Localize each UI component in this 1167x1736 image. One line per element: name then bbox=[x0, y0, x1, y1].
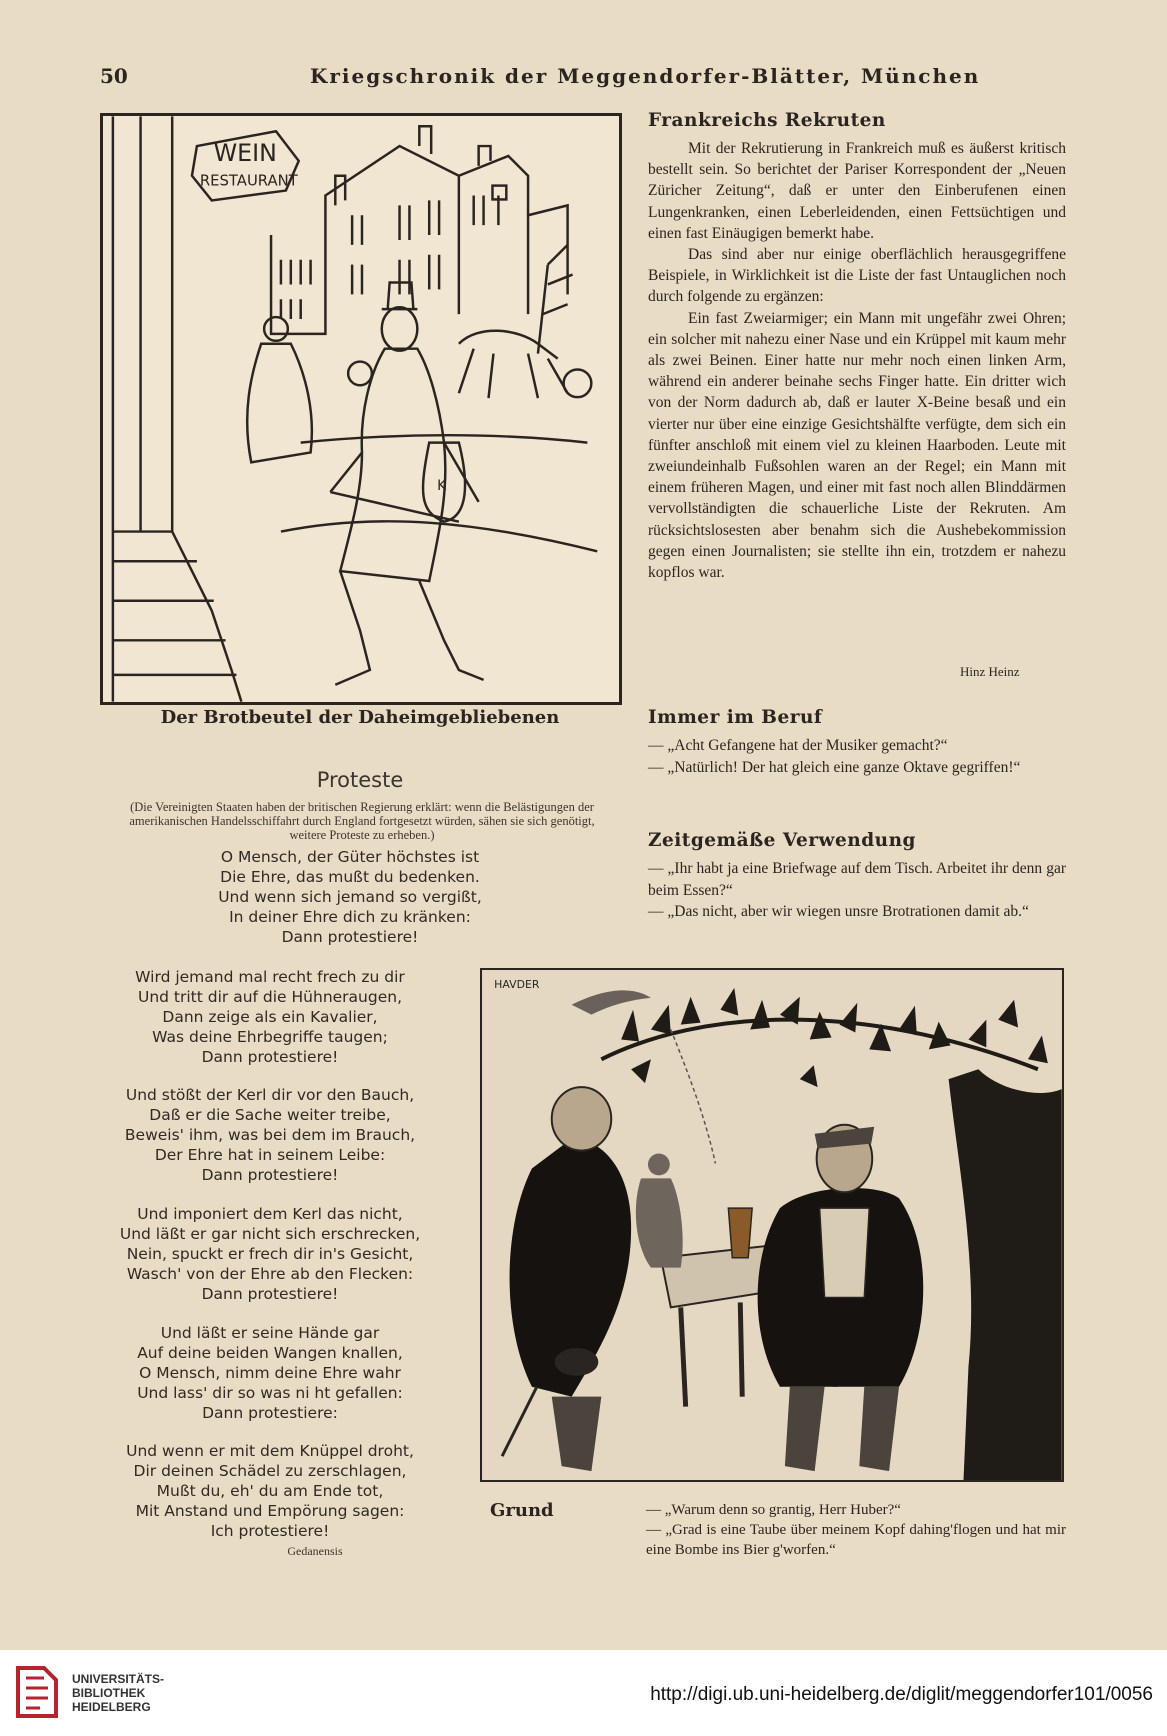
poem-line: O Mensch, der Güter höchstes ist bbox=[220, 848, 480, 866]
poem-line: Nein, spuckt er frech dir in's Gesicht, bbox=[126, 1245, 414, 1263]
poem-line: Und wenn sich jemand so vergißt, bbox=[218, 888, 482, 906]
dialog-line: — „Warum denn so grantig, Herr Huber?“ bbox=[646, 1502, 901, 1518]
poem-stanza bbox=[110, 1204, 430, 1304]
poem-line: Beweis' ihm, was bei dem im Brauch, bbox=[124, 1126, 416, 1144]
article-dialog bbox=[648, 735, 1066, 778]
bottom-illustration-caption bbox=[646, 1500, 1066, 1560]
poem-line: Ich protestiere! bbox=[210, 1522, 330, 1540]
sign-text-wein: WEIN bbox=[213, 138, 277, 167]
poem-line: Dann protestiere! bbox=[201, 1285, 339, 1303]
beer-garden-drawing bbox=[482, 970, 1062, 1480]
poem-title: Proteste bbox=[316, 768, 404, 792]
article-heading: Immer im Beruf bbox=[648, 707, 823, 728]
dialog-line: — „Natürlich! Der hat gleich eine ganze Oktave gegriffen!“ bbox=[648, 758, 1021, 776]
poem-line: Wasch' von der Ehre ab den Flecken: bbox=[126, 1265, 414, 1283]
dialog-line: — „Grad is eine Taube über meinem Kopf dahing'flogen und hat mir eine Bombe ins Bier g'worfen.“ bbox=[646, 1522, 1066, 1558]
poem-note: (Die Vereinigten Staaten haben der britischen Regierung erklärt: wenn die Belästigungen der amerikanischen Handelsschiffahrt durch England fortgesetzt würden, sähen sie sich genötigt, weitere Proteste zu erheben.) bbox=[129, 800, 595, 842]
poem-line: Dir deinen Schädel zu zerschlagen, bbox=[133, 1462, 407, 1480]
poem-line: Und tritt dir auf die Hühneraugen, bbox=[137, 988, 402, 1006]
bottom-illustration-caption-title: Grund bbox=[490, 1500, 554, 1521]
poem-line: Mußt du, eh' du am Ende tot, bbox=[156, 1482, 384, 1500]
poem-stanza bbox=[150, 847, 550, 947]
poem-stanza bbox=[110, 1323, 430, 1423]
sign-text-restaurant: RESTAURANT bbox=[199, 172, 298, 190]
poem-line: Wird jemand mal recht frech zu dir bbox=[135, 968, 405, 986]
top-illustration bbox=[100, 113, 622, 705]
poem-line: Was deine Ehrbegriffe taugen; bbox=[152, 1028, 388, 1046]
poem-stanza bbox=[110, 1085, 430, 1185]
paragraph: Ein fast Zweiarmiger; ein Mann mit ungefähr zwei Ohren; ein solcher mit nahezu einer Nase und ein Krüppel mit kaum mehr als zwei Beinen. Einer hatte nur mehr noch einen linken Arm, während ein anderer beinahe sechs Finger hatte. Ein dritter wich von der Norm dadurch ab, daß er lauter X-Beine besaß und ein vierter nur über eine einzige Gesichtshälfte verfügte, dem sich ein fünfter anschloß mit einem viel zu kleinen Haarboden. Leute mit zweiundeinhalb Fußsohlen waren an der Regel; ein Mann mit einem früheren Magen, und einer mit fast noch allen Blinddärmen vervollständigten die schauerliche Liste der Rekruten. Am rücksichtslosesten aber benahm sich die Aushebekommission gegen einen Journalisten; sie stellte ihn ein, trotzdem er nahezu kopflos war. bbox=[648, 309, 1066, 582]
dialog-line: — „Acht Gefangene hat der Musiker gemacht?“ bbox=[648, 737, 948, 754]
source-url-link[interactable]: http://digi.ub.uni-heidelberg.de/diglit/meggendorfer101/0056 bbox=[650, 1684, 1153, 1705]
poem-line: In deiner Ehre dich zu kränken: bbox=[229, 908, 471, 926]
dialog-line: — „Ihr habt ja eine Briefwage auf dem Tisch. Arbeitet ihr denn gar beim Essen?“ bbox=[648, 860, 1066, 899]
library-logo-icon bbox=[14, 1664, 60, 1720]
library-line: UNIVERSITÄTS- bbox=[72, 1672, 165, 1686]
poem-line: Die Ehre, das mußt du bedenken. bbox=[220, 868, 480, 886]
paragraph: Das sind aber nur einige oberflächlich herausgegriffene Beispiele, in Wirklichkeit ist die Liste der fast Untauglichen noch durch folgende zu ergänzen: bbox=[648, 246, 1066, 306]
poem-line: Und läßt er gar nicht sich erschrecken, bbox=[119, 1225, 421, 1243]
publication-title: Kriegschronik der Meggendorfer-Blätter, München bbox=[310, 64, 981, 88]
poem-line: Auf deine beiden Wangen knallen, bbox=[137, 1344, 403, 1362]
artist-mark: HAVDER bbox=[494, 977, 540, 991]
dialog-line: — „Das nicht, aber wir wiegen unsre Brotrationen damit ab.“ bbox=[648, 903, 1029, 920]
bottom-illustration bbox=[480, 968, 1064, 1482]
top-illustration-caption: Der Brotbeutel der Daheimgebliebenen bbox=[160, 707, 560, 728]
poem-line: Dann zeige als ein Kavalier, bbox=[162, 1008, 378, 1026]
article-heading: Zeitgemäße Verwendung bbox=[648, 830, 916, 851]
article-body bbox=[648, 138, 1066, 583]
poem-line: Dann protestiere! bbox=[281, 928, 419, 946]
page-number: 50 bbox=[100, 64, 128, 88]
poem-line: Und läßt er seine Hände gar bbox=[160, 1324, 380, 1342]
poem-line: Dann protestiere: bbox=[202, 1404, 338, 1422]
poem-line: Mit Anstand und Empörung sagen: bbox=[135, 1502, 405, 1520]
page-header bbox=[100, 64, 1070, 94]
poem-author: Gedanensis bbox=[287, 1544, 343, 1558]
article-heading: Frankreichs Rekruten bbox=[648, 110, 886, 131]
poem-line: Und lass' dir so was ni ht gefallen: bbox=[137, 1384, 403, 1402]
poem-line: Dann protestiere! bbox=[201, 1166, 339, 1184]
library-line: BIBLIOTHEK bbox=[72, 1686, 146, 1700]
poem-stanza bbox=[110, 1441, 430, 1541]
footer-bar bbox=[0, 1650, 1167, 1736]
article-signature: Hinz Heinz bbox=[960, 664, 1020, 679]
poem-line: Dann protestiere! bbox=[201, 1048, 339, 1066]
street-scene-drawing bbox=[103, 116, 619, 702]
article-dialog bbox=[648, 858, 1066, 923]
poem-line: O Mensch, nimm deine Ehre wahr bbox=[139, 1364, 401, 1382]
bag-letter: K bbox=[437, 478, 447, 495]
library-line: HEIDELBERG bbox=[72, 1700, 151, 1714]
poem-line: Und wenn er mit dem Knüppel droht, bbox=[126, 1442, 414, 1460]
poem-line: Und stößt der Kerl dir vor den Bauch, bbox=[125, 1086, 415, 1104]
poem-stanza bbox=[110, 967, 430, 1067]
paragraph: Mit der Rekrutierung in Frankreich muß es äußerst kritisch bestellt sein. So berichtet der Pariser Korrespondent der „Neuen Züricher Zeitung“, daß er unter den Einberufenen einen Lungenkranken, einen Leberleidenden, einen Fettsüchtigen und einen fast Einäugigen bemerkt habe. bbox=[648, 140, 1066, 242]
poem-line: Daß er die Sache weiter treibe, bbox=[149, 1106, 391, 1124]
library-name bbox=[72, 1672, 164, 1714]
poem-line: Der Ehre hat in seinem Leibe: bbox=[154, 1146, 386, 1164]
poem-line: Und imponiert dem Kerl das nicht, bbox=[137, 1205, 403, 1223]
